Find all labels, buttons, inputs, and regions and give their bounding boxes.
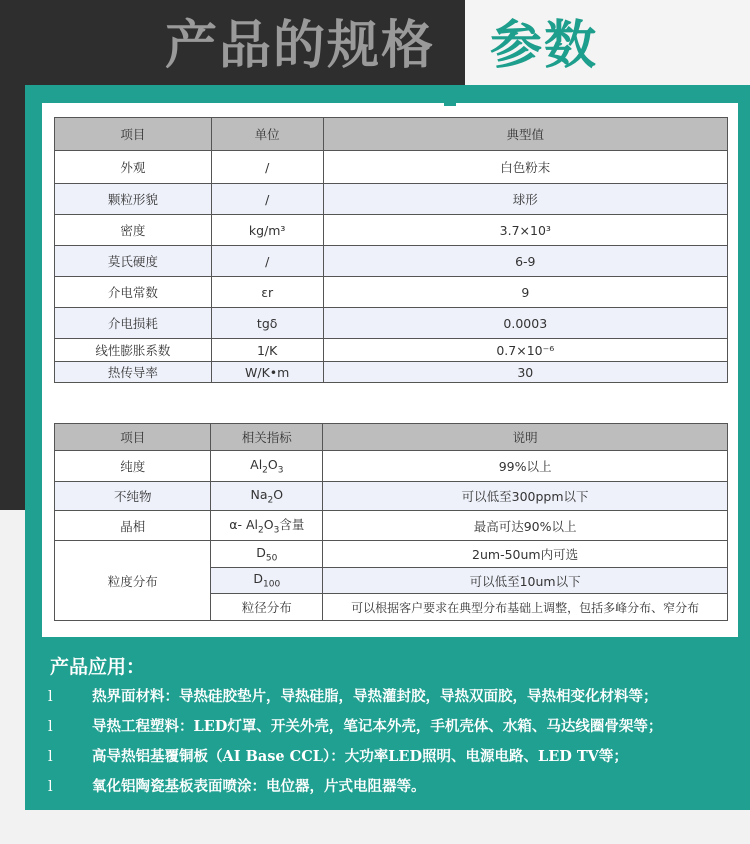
row-value: 白色粉末 xyxy=(323,151,727,184)
row-item: 线性膨胀系数 xyxy=(55,339,212,362)
header-note: 说明 xyxy=(323,424,728,451)
row-indicator: $Al_2O_3$ xyxy=(211,451,323,482)
row-item: 粒度分布 xyxy=(55,541,211,621)
row-indicator: $Na_2O$ xyxy=(211,482,323,511)
header-item: 项目 xyxy=(55,118,212,151)
row-unit: / xyxy=(211,151,323,184)
card-accent-mark xyxy=(444,103,456,106)
table-row xyxy=(55,308,728,339)
spec-table xyxy=(54,117,728,383)
bullet-marker: l xyxy=(48,719,53,735)
row-unit: 1/K xyxy=(211,339,323,362)
row-item: 外观 xyxy=(55,151,212,184)
purity-table xyxy=(54,423,728,621)
row-unit: / xyxy=(211,184,323,215)
list-item xyxy=(48,682,738,712)
row-note: 可以根据客户要求在典型分布基础上调整，包括多峰分布、窄分布 xyxy=(323,594,728,621)
row-value: 9 xyxy=(323,277,727,308)
row-item: 介电损耗 xyxy=(55,308,212,339)
list-item-text: 氧化铝陶瓷基板表面喷涂：电位器，片式电阻器等。 xyxy=(92,778,426,795)
row-note: 可以低至300ppm以下 xyxy=(323,482,728,511)
table-row xyxy=(55,541,728,568)
header-unit: 单位 xyxy=(211,118,323,151)
row-value: 0.7×10⁻⁶ xyxy=(323,339,727,362)
row-unit: / xyxy=(211,246,323,277)
bullet-marker: l xyxy=(48,689,53,705)
table-row xyxy=(55,511,728,541)
list-item-text: 热界面材料：导热硅胶垫片，导热硅脂，导热灌封胶，导热双面胶，导热相变化材料等； xyxy=(92,688,658,705)
row-item: 介电常数 xyxy=(55,277,212,308)
list-item xyxy=(48,772,738,802)
applications-title: 产品应用： xyxy=(50,656,146,678)
list-item-text: 导热工程塑料：LED灯罩、开关外壳，笔记本外壳，手机壳体、水箱、马达线圈骨架等； xyxy=(92,718,663,735)
row-note: 最高可达90%以上 xyxy=(323,511,728,541)
table-row xyxy=(55,215,728,246)
row-item: 莫氏硬度 xyxy=(55,246,212,277)
row-value: 球形 xyxy=(323,184,727,215)
table-row xyxy=(55,151,728,184)
row-item: 颗粒形貌 xyxy=(55,184,212,215)
table-row xyxy=(55,482,728,511)
row-item: 热传导率 xyxy=(55,362,212,383)
row-unit: εr xyxy=(211,277,323,308)
row-value: 3.7×10³ xyxy=(323,215,727,246)
row-unit: W/K•m xyxy=(211,362,323,383)
bullet-marker: l xyxy=(48,749,53,765)
row-note: 99%以上 xyxy=(323,451,728,482)
page-title-main: 产品的规格 xyxy=(165,16,436,76)
table-row xyxy=(55,246,728,277)
header-indicator: 相关指标 xyxy=(211,424,323,451)
row-unit: kg/m³ xyxy=(211,215,323,246)
list-item xyxy=(48,712,738,742)
row-indicator: α- $Al_2O_3$含量 xyxy=(211,511,323,541)
table-row xyxy=(55,339,728,362)
row-item: 不纯物 xyxy=(55,482,211,511)
row-note: 可以低至10um以下 xyxy=(323,568,728,594)
row-item: 纯度 xyxy=(55,451,211,482)
list-item xyxy=(48,742,738,772)
row-indicator: 粒径分布 xyxy=(211,594,323,621)
row-indicator: $D_{50}$ xyxy=(211,541,323,568)
purity-header-row xyxy=(55,424,728,451)
row-item: 晶相 xyxy=(55,511,211,541)
header-item: 项目 xyxy=(55,424,211,451)
table-row xyxy=(55,451,728,482)
row-value: 0.0003 xyxy=(323,308,727,339)
table-row xyxy=(55,277,728,308)
row-value: 30 xyxy=(323,362,727,383)
row-indicator: $D_{100}$ xyxy=(211,568,323,594)
table-row xyxy=(55,362,728,383)
row-note: 2um-50um内可选 xyxy=(323,541,728,568)
bullet-marker: l xyxy=(48,779,53,795)
row-value: 6-9 xyxy=(323,246,727,277)
applications-list xyxy=(48,682,738,802)
header-value: 典型值 xyxy=(323,118,727,151)
spec-header-row xyxy=(55,118,728,151)
page-title-accent: 参数 xyxy=(490,16,599,76)
row-unit: tgδ xyxy=(211,308,323,339)
row-item: 密度 xyxy=(55,215,212,246)
table-row xyxy=(55,184,728,215)
list-item-text: 高导热铝基覆铜板（AI Base CCL）：大功率LED照明、电源电路、LED TV等； xyxy=(92,748,628,765)
